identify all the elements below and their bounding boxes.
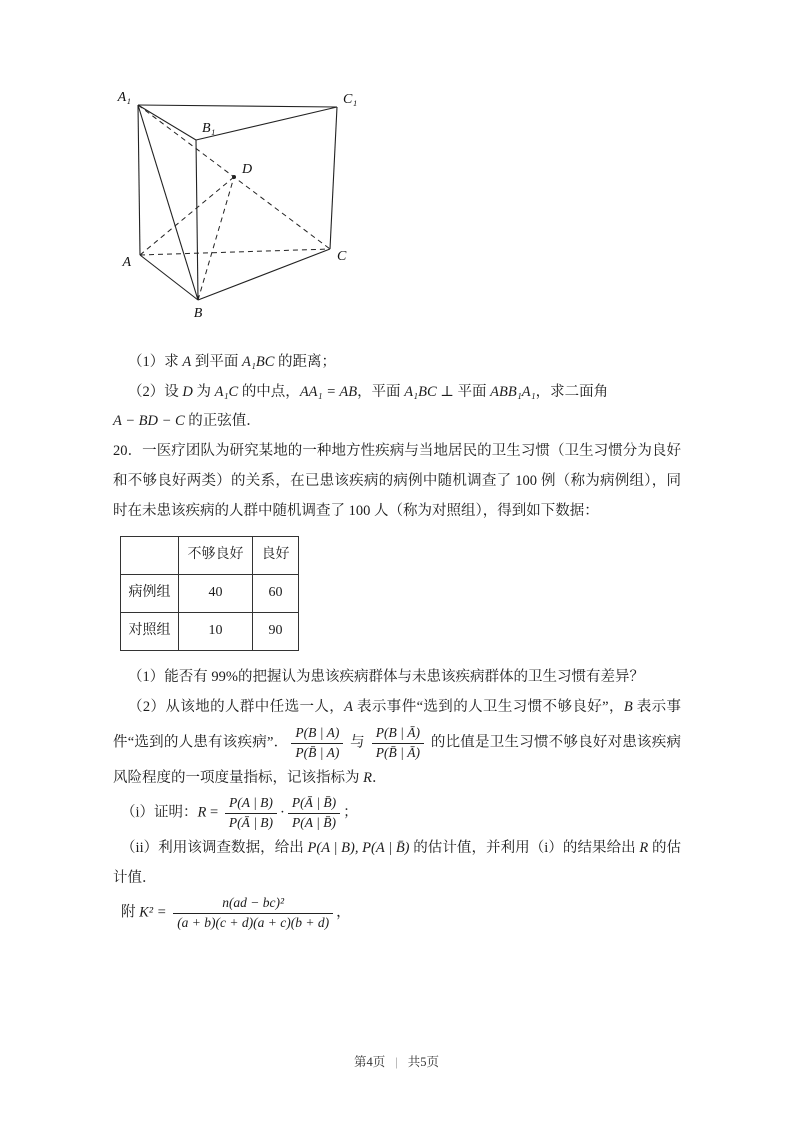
- q20-part-i-text: ；: [343, 804, 358, 821]
- math-dihedral-a-bd-c: A − BD − C: [113, 413, 185, 430]
- q20-part2: [113, 693, 681, 793]
- q19-part2-text: 为: [192, 383, 215, 400]
- footer-divider: |: [395, 1055, 398, 1069]
- table-header-good: 良好: [253, 537, 299, 575]
- table-corner-cell: [121, 537, 179, 575]
- q20-part2-text: 表示事件“选到的人卫生习惯不够良好”，: [353, 699, 624, 716]
- q19-part2-continued: [113, 407, 681, 437]
- math-D: D: [182, 383, 193, 400]
- math-plane-abb1a1: ABB₁A₁: [490, 383, 536, 400]
- fraction-denominator: P(A | B̄): [292, 815, 336, 831]
- q20-part-ii-text: 的估计值．: [113, 839, 682, 886]
- q19-part2-text: ，平面: [357, 383, 405, 400]
- table-header-not-good: 不够良好: [179, 537, 253, 575]
- math-event-B: B: [623, 699, 633, 716]
- table-row-control-group: [121, 613, 299, 651]
- prism-drawing: [105, 85, 375, 330]
- table-row-case-group: [121, 575, 299, 613]
- q19-part2-text: ，求二面角: [535, 383, 609, 400]
- fraction-pb-given-a: [291, 725, 343, 762]
- q20-part-i: [113, 793, 681, 834]
- q20-part-i-text: （i）证明：: [121, 804, 198, 821]
- vertex-label-b1: B₁: [202, 121, 216, 136]
- q19-part2-text: （2）设: [128, 383, 183, 400]
- q20-part2-text: 与: [346, 734, 369, 751]
- math-R: R: [639, 839, 649, 856]
- fraction-numerator: P(Ā | B̄): [288, 795, 340, 814]
- q19-part1-text: 的距离；: [274, 354, 337, 370]
- q19-part2-text: 的中点，: [238, 383, 300, 400]
- q20-part-ii-text: （ii）利用该调查数据，给出: [121, 839, 308, 856]
- math-R: R: [363, 769, 372, 786]
- point-d-dot: [232, 175, 236, 179]
- cell-control-notgood: 10: [179, 613, 253, 651]
- footer-page-number: 第4页: [353, 1055, 386, 1069]
- multiplication-dot: ·: [280, 804, 285, 821]
- vertex-label-b: B: [193, 306, 203, 321]
- q20-part2-text: 的比值是卫生习惯不够良好对患该疾病风险程度的一项度量指标，记该指标为: [113, 734, 682, 786]
- math-aa1-eq-ab: AA₁ = AB: [299, 383, 358, 400]
- math-a1c: A₁C: [214, 383, 239, 400]
- exam-body: [113, 348, 681, 934]
- q19-part2: [113, 378, 681, 408]
- fraction-pb-given-not-a: [372, 725, 424, 762]
- fraction-numerator: P(B | A): [291, 725, 343, 744]
- fraction-pa-given-b: [225, 795, 277, 832]
- q20-part2-text: （2）从该地的人群中任选一人，: [128, 699, 345, 716]
- appendix-tail: ，: [336, 905, 351, 922]
- vertex-label-a1: A₁: [117, 90, 131, 105]
- q19-part1-text: 到平面: [191, 354, 242, 370]
- fraction-denominator: (a + b)(c + d)(a + c)(b + d): [177, 915, 330, 931]
- math-k-squared: K² =: [139, 905, 171, 922]
- math-plane-a1bc: A₁BC: [404, 383, 437, 400]
- equals-sign: =: [206, 804, 222, 821]
- fraction-denominator: P(B̄ | A): [295, 744, 340, 760]
- appendix-formula: [113, 893, 681, 934]
- math-R: R: [197, 804, 207, 821]
- row-label-control-group: 对照组: [121, 613, 179, 651]
- q20-part-ii-text: 的估计值，并利用（i）的结果给出: [409, 839, 640, 856]
- fraction-denominator: P(B̄ | Ā): [375, 744, 420, 760]
- q19-part2-text: 的正弦值．: [184, 413, 261, 430]
- vertex-label-d: D: [242, 162, 253, 177]
- fraction-k-squared: [173, 895, 333, 932]
- vertex-label-c: C: [337, 249, 347, 264]
- math-estimates: P(A | B), P(A | B̄): [307, 839, 410, 856]
- q20-part1-text: （1）能否有 99%的把握认为患该疾病群体与未患该疾病群体的卫生习惯有差异？: [128, 669, 644, 686]
- q19-part1: [113, 348, 681, 378]
- math-A: A: [182, 354, 192, 370]
- appendix-label: 附: [121, 905, 140, 922]
- q20-intro-text: 20．一医疗团队为研究某地的一种地方性疾病与当地居民的卫生习惯（卫生习惯分为良好和不够良好两类）的关系，在已患该疾病的病例中随机调查了 100 例（称为病例组），同时在未患该疾病的人群中随机调查了 100 人（称为对照组），得到如下数据：: [113, 443, 681, 519]
- fraction-denominator: P(Ā | B): [228, 815, 274, 831]
- cell-control-good: 90: [253, 613, 299, 651]
- cell-case-notgood: 40: [179, 575, 253, 613]
- dashed-edges: [138, 105, 330, 300]
- page-footer: [0, 1052, 793, 1070]
- row-label-case-group: 病例组: [121, 575, 179, 613]
- vertex-label-a: A: [122, 255, 131, 270]
- math-plane-a1bc: A₁BC: [241, 354, 275, 370]
- solid-edges: [138, 105, 337, 300]
- geometry-figure: [105, 85, 375, 330]
- table-header-row: [121, 537, 299, 575]
- footer-total-pages: 共5页: [407, 1055, 440, 1069]
- math-event-A: A: [344, 699, 353, 716]
- cell-case-good: 60: [253, 575, 299, 613]
- q20-intro: [113, 437, 681, 526]
- fraction-numerator: P(A | B): [225, 795, 277, 814]
- fraction-numerator: P(B | Ā): [372, 725, 424, 744]
- survey-table: [120, 536, 299, 651]
- q20-part-ii: [113, 834, 681, 893]
- vertex-label-c1: C₁: [343, 92, 358, 107]
- q20-part1: [113, 663, 681, 693]
- q19-part1-text: （1）求: [128, 354, 183, 370]
- fraction-pnota-given-notb: [288, 795, 340, 832]
- q20-part2-text: 表示事件“选到的人患有该疾病”．: [113, 699, 682, 751]
- q20-part2-text: ．: [371, 769, 387, 786]
- q19-part2-text: ⊥ 平面: [436, 383, 491, 400]
- fraction-numerator: n(ad − bc)²: [173, 895, 333, 914]
